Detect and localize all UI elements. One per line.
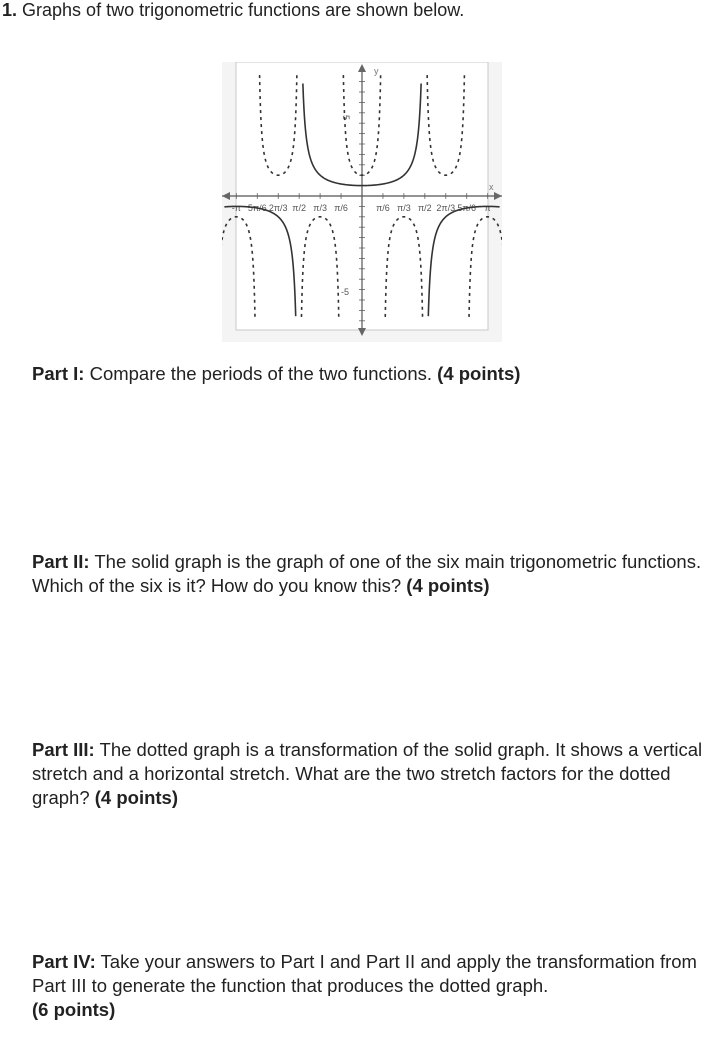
part-4	[32, 950, 712, 1022]
x-axis-label: x	[489, 182, 494, 192]
x-tick-label: 5π/6	[247, 203, 267, 213]
x-tick-label: π	[484, 203, 491, 213]
part-3-text: The dotted graph is a transformation of the solid graph. It shows a vertical stretch and a horizontal stretch. What are the two stretch factors for the dotted graph?	[32, 739, 703, 808]
x-tick-label: 2π/3	[268, 203, 288, 213]
part-4-text: Take your answers to Part I and Part II and apply the transformation from Part III to generate the function that produces the dotted graph.	[32, 951, 697, 996]
trig-graph-figure	[222, 62, 502, 342]
x-tick-label: π/6	[376, 203, 390, 213]
x-tick-label: π/6	[334, 203, 348, 213]
part-2-label: Part II:	[32, 551, 90, 572]
x-tick-label: π/2	[292, 203, 307, 213]
trig-graph	[222, 62, 502, 342]
x-tick-label: π/3	[397, 203, 411, 213]
y-tick-label-pos: 5	[341, 115, 351, 121]
question-number: 1.	[2, 0, 18, 20]
part-3-points: (4 points)	[94, 787, 178, 808]
part-3	[32, 738, 712, 810]
x-tick-label: -π	[231, 203, 241, 213]
part-3-label: Part III:	[32, 739, 95, 760]
x-tick-label: 2π/3	[436, 203, 456, 213]
part-1-text: Compare the periods of the two functions.	[84, 363, 438, 384]
part-1	[32, 362, 712, 386]
x-tick-label: π/3	[313, 203, 327, 213]
part-2-points: (4 points)	[406, 575, 490, 596]
part-4-points: (6 points)	[32, 999, 116, 1020]
part-1-points: (4 points)	[437, 363, 521, 384]
part-1-label: Part I:	[32, 363, 85, 384]
x-tick-label: π/2	[417, 203, 432, 213]
part-2-text: The solid graph is the graph of one of the six main trigonometric functions. Which of the six is it? How do you know this?	[32, 551, 702, 596]
question-text: Graphs of two trigonometric functions are shown below.	[22, 0, 465, 20]
x-tick-label: 5π/6	[457, 203, 477, 213]
y-tick-label-neg: -5	[341, 287, 350, 297]
part-2	[32, 550, 712, 598]
part-4-label: Part IV:	[32, 951, 96, 972]
y-axis-label: y	[374, 66, 379, 76]
question-title	[2, 0, 464, 20]
